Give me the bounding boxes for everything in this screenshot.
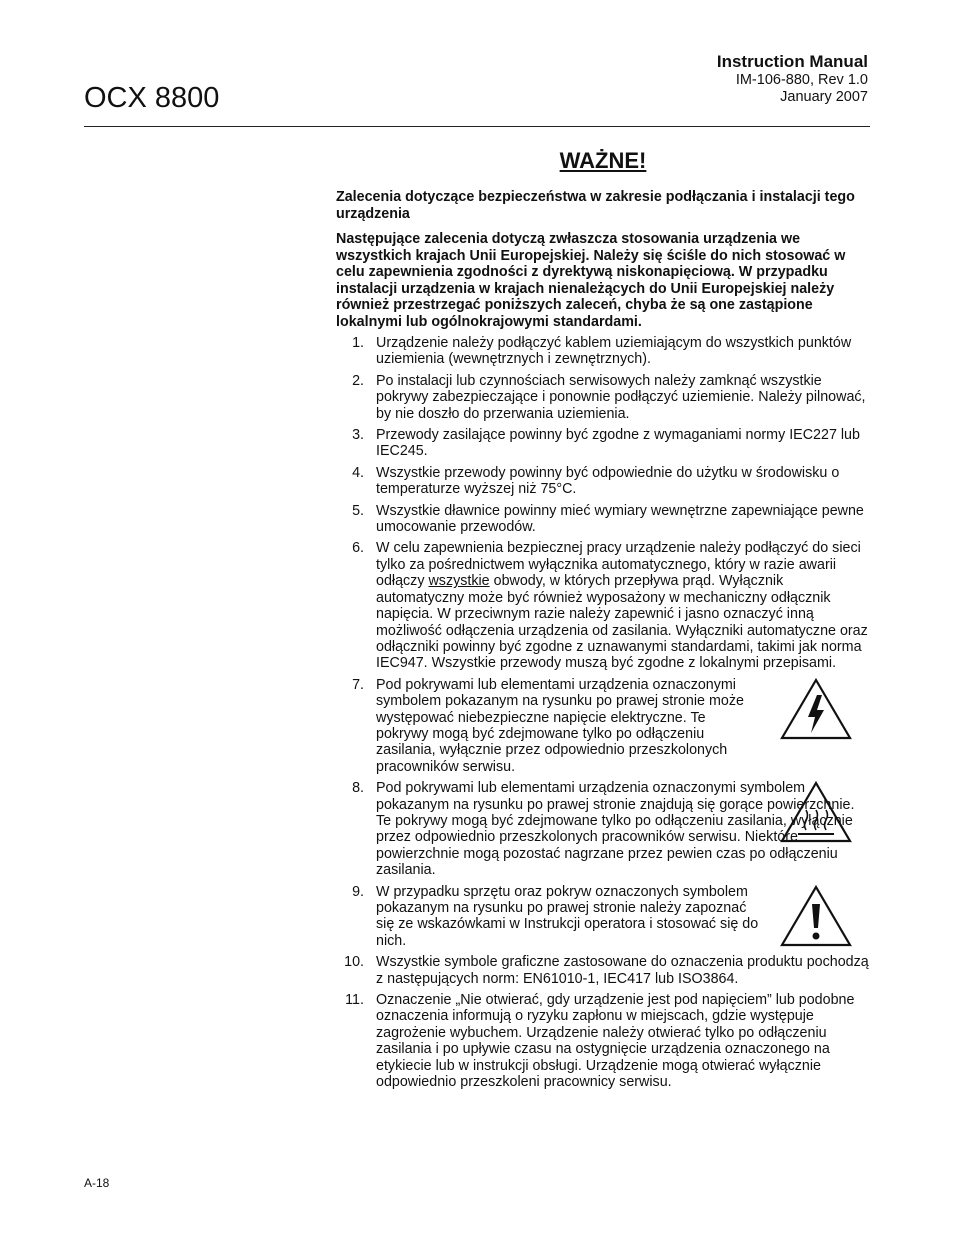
item-number: 4. — [352, 464, 364, 481]
item-number: 9. — [352, 883, 364, 900]
list-item — [336, 335, 870, 368]
list-item — [336, 503, 870, 536]
list-item — [336, 992, 870, 1090]
item-number: 5. — [352, 502, 364, 519]
item-number: 10. — [344, 954, 364, 971]
underlined-emphasis: wszystkie — [428, 573, 490, 590]
hot-surface-warning-icon — [780, 780, 852, 844]
electric-shock-warning-icon — [780, 677, 852, 741]
item-text: Przewody zasilające powinny być zgodne z wymaganiami normy IEC227 lub IEC245. — [376, 427, 860, 460]
header-divider — [84, 126, 870, 127]
item-text: Urządzenie należy podłączyć kablem uziemiającym do wszystkich punktów uziemienia (wewnętrznych i zewnętrznych). — [376, 335, 852, 368]
item-number: 3. — [352, 427, 364, 444]
safety-list — [336, 335, 870, 1090]
item-text: Po instalacji lub czynnościach serwisowych należy zamknąć wszystkie pokrywy zabezpieczające i ponownie podłączyć uziemienie. Należy pilnować, by nie doszło do przerwania uziemienia. — [376, 372, 866, 422]
list-item — [336, 780, 870, 878]
page-number: A-18 — [84, 1176, 110, 1190]
item-number: 6. — [352, 540, 364, 557]
item-text: Wszystkie dławnice powinny mieć wymiary wewnętrzne zapewniające pewne umocowanie przewodów. — [376, 502, 864, 536]
list-item — [336, 373, 870, 422]
product-name: OCX 8800 — [84, 82, 220, 114]
intro-paragraph: Następujące zalecenia dotyczą zwłaszcza stosowania urządzenia we wszystkich krajach Unii Europejskiej. Należy się ściśle do nich stosować w celu zapewnienia zgodności z dyrektywą niskonapięciową. W przypadku instalacji urządzenia w krajach nienależących do Unii Europejskiej należy również przestrzegać poniższych zaleceń, chyba że są one zastąpione lokalnymi lub ogólnokrajowymi standardami. — [336, 231, 846, 330]
item-text: W celu zapewnienia bezpiecznej pracy urządzenie należy podłączyć do sieci tylko za pośrednictwem wyłącznika automatycznego, który w razie awarii odłączy — [376, 540, 861, 590]
list-item — [336, 427, 870, 460]
item-text: Wszystkie symbole graficzne zastosowane do oznaczenia produktu pochodzą z następujących norm: EN61010-1, IEC417 lub ISO3864. — [376, 954, 869, 987]
main-content — [336, 189, 870, 1095]
item-text: Wszystkie przewody powinny być odpowiednie do użytku w środowisku o temperaturze wyższej niż 75°C. — [376, 464, 840, 498]
item-number: 7. — [352, 676, 364, 693]
caution-exclamation-icon — [780, 884, 852, 948]
item-text-continued: obwody, w których przepływa prąd. Wyłącznik automatyczny może być również wyposażony w mechaniczny odłącznik napięcia. W przeciwnym razie należy zapewnić i jasno oznaczyć inną możliwość odłączenia urządzenia od zasilania. Wyłączniki automatyczne oraz odłączniki powinny być zgodne z uznawanymi standardami, takimi jak norma IEC947. Wszystkie przewody muszą być zgodne z lokalnymi przepisami. — [376, 573, 868, 672]
item-text: W przypadku sprzętu oraz pokryw oznaczonych symbolem pokazanym na rysunku po prawej stronie należy zapoznać się ze wskazówkami w Instrukcji operatora i stosować się do nich. — [376, 883, 759, 949]
doc-number: IM-106-880, Rev 1.0 — [735, 72, 868, 88]
item-number: 1. — [352, 335, 364, 351]
list-item — [336, 677, 870, 775]
doc-date: January 2007 — [780, 89, 868, 105]
item-number: 2. — [352, 372, 364, 389]
item-text: Pod pokrywami lub elementami urządzenia oznaczonymi symbolem pokazanym na rysunku po prawej stronie znajdują się gorące powierzchnie. Te pokrywy mogą być zdejmowane tylko po odłączeniu zasilania, wyłącznie przez odpowiednio przeszkolonych pracowników serwisu. Niektóre powierzchnie mogą pozostać nagrzane przez pewien czas po odłączeniu zasilania. — [376, 780, 855, 879]
item-text: Pod pokrywami lub elementami urządzenia oznaczonymi symbolem pokazanym na rysunku po prawej stronie może występować niebezpieczne napięcie elektryczne. Te pokrywy mogą być zdejmowane tylko po odłączeniu zasilania, wyłącznie przez odpowiednio przeszkolonych pracowników serwisu. — [376, 676, 744, 775]
list-item — [336, 954, 870, 987]
list-item — [336, 540, 870, 671]
list-item — [336, 465, 870, 498]
page-title: WAŻNE! — [559, 148, 647, 173]
doc-type: Instruction Manual — [716, 52, 868, 71]
item-number: 8. — [352, 780, 364, 797]
document-header — [717, 52, 868, 106]
item-number: 11. — [345, 992, 364, 1009]
list-item — [336, 884, 870, 950]
section-subtitle: Zalecenia dotyczące bezpieczeństwa w zakresie podłączania i instalacji tego urządzenia — [336, 189, 855, 222]
item-text: Oznaczenie „Nie otwierać, gdy urządzenie jest pod napięciem” lub podobne oznaczenia informują o ryzyku zapłonu w miejscach, gdzie występuje zagrożenie wybuchem. Urządzenie należy otwierać tylko po odłączeniu zasilania i po upływie czasu na ostygnięcie urządzenia oznaczonego na etykiecie lub w instrukcji obsługi. Urządzenie mogą otwierać wyłącznie odpowiednio przeszkoleni pracownicy serwisu. — [376, 992, 855, 1091]
